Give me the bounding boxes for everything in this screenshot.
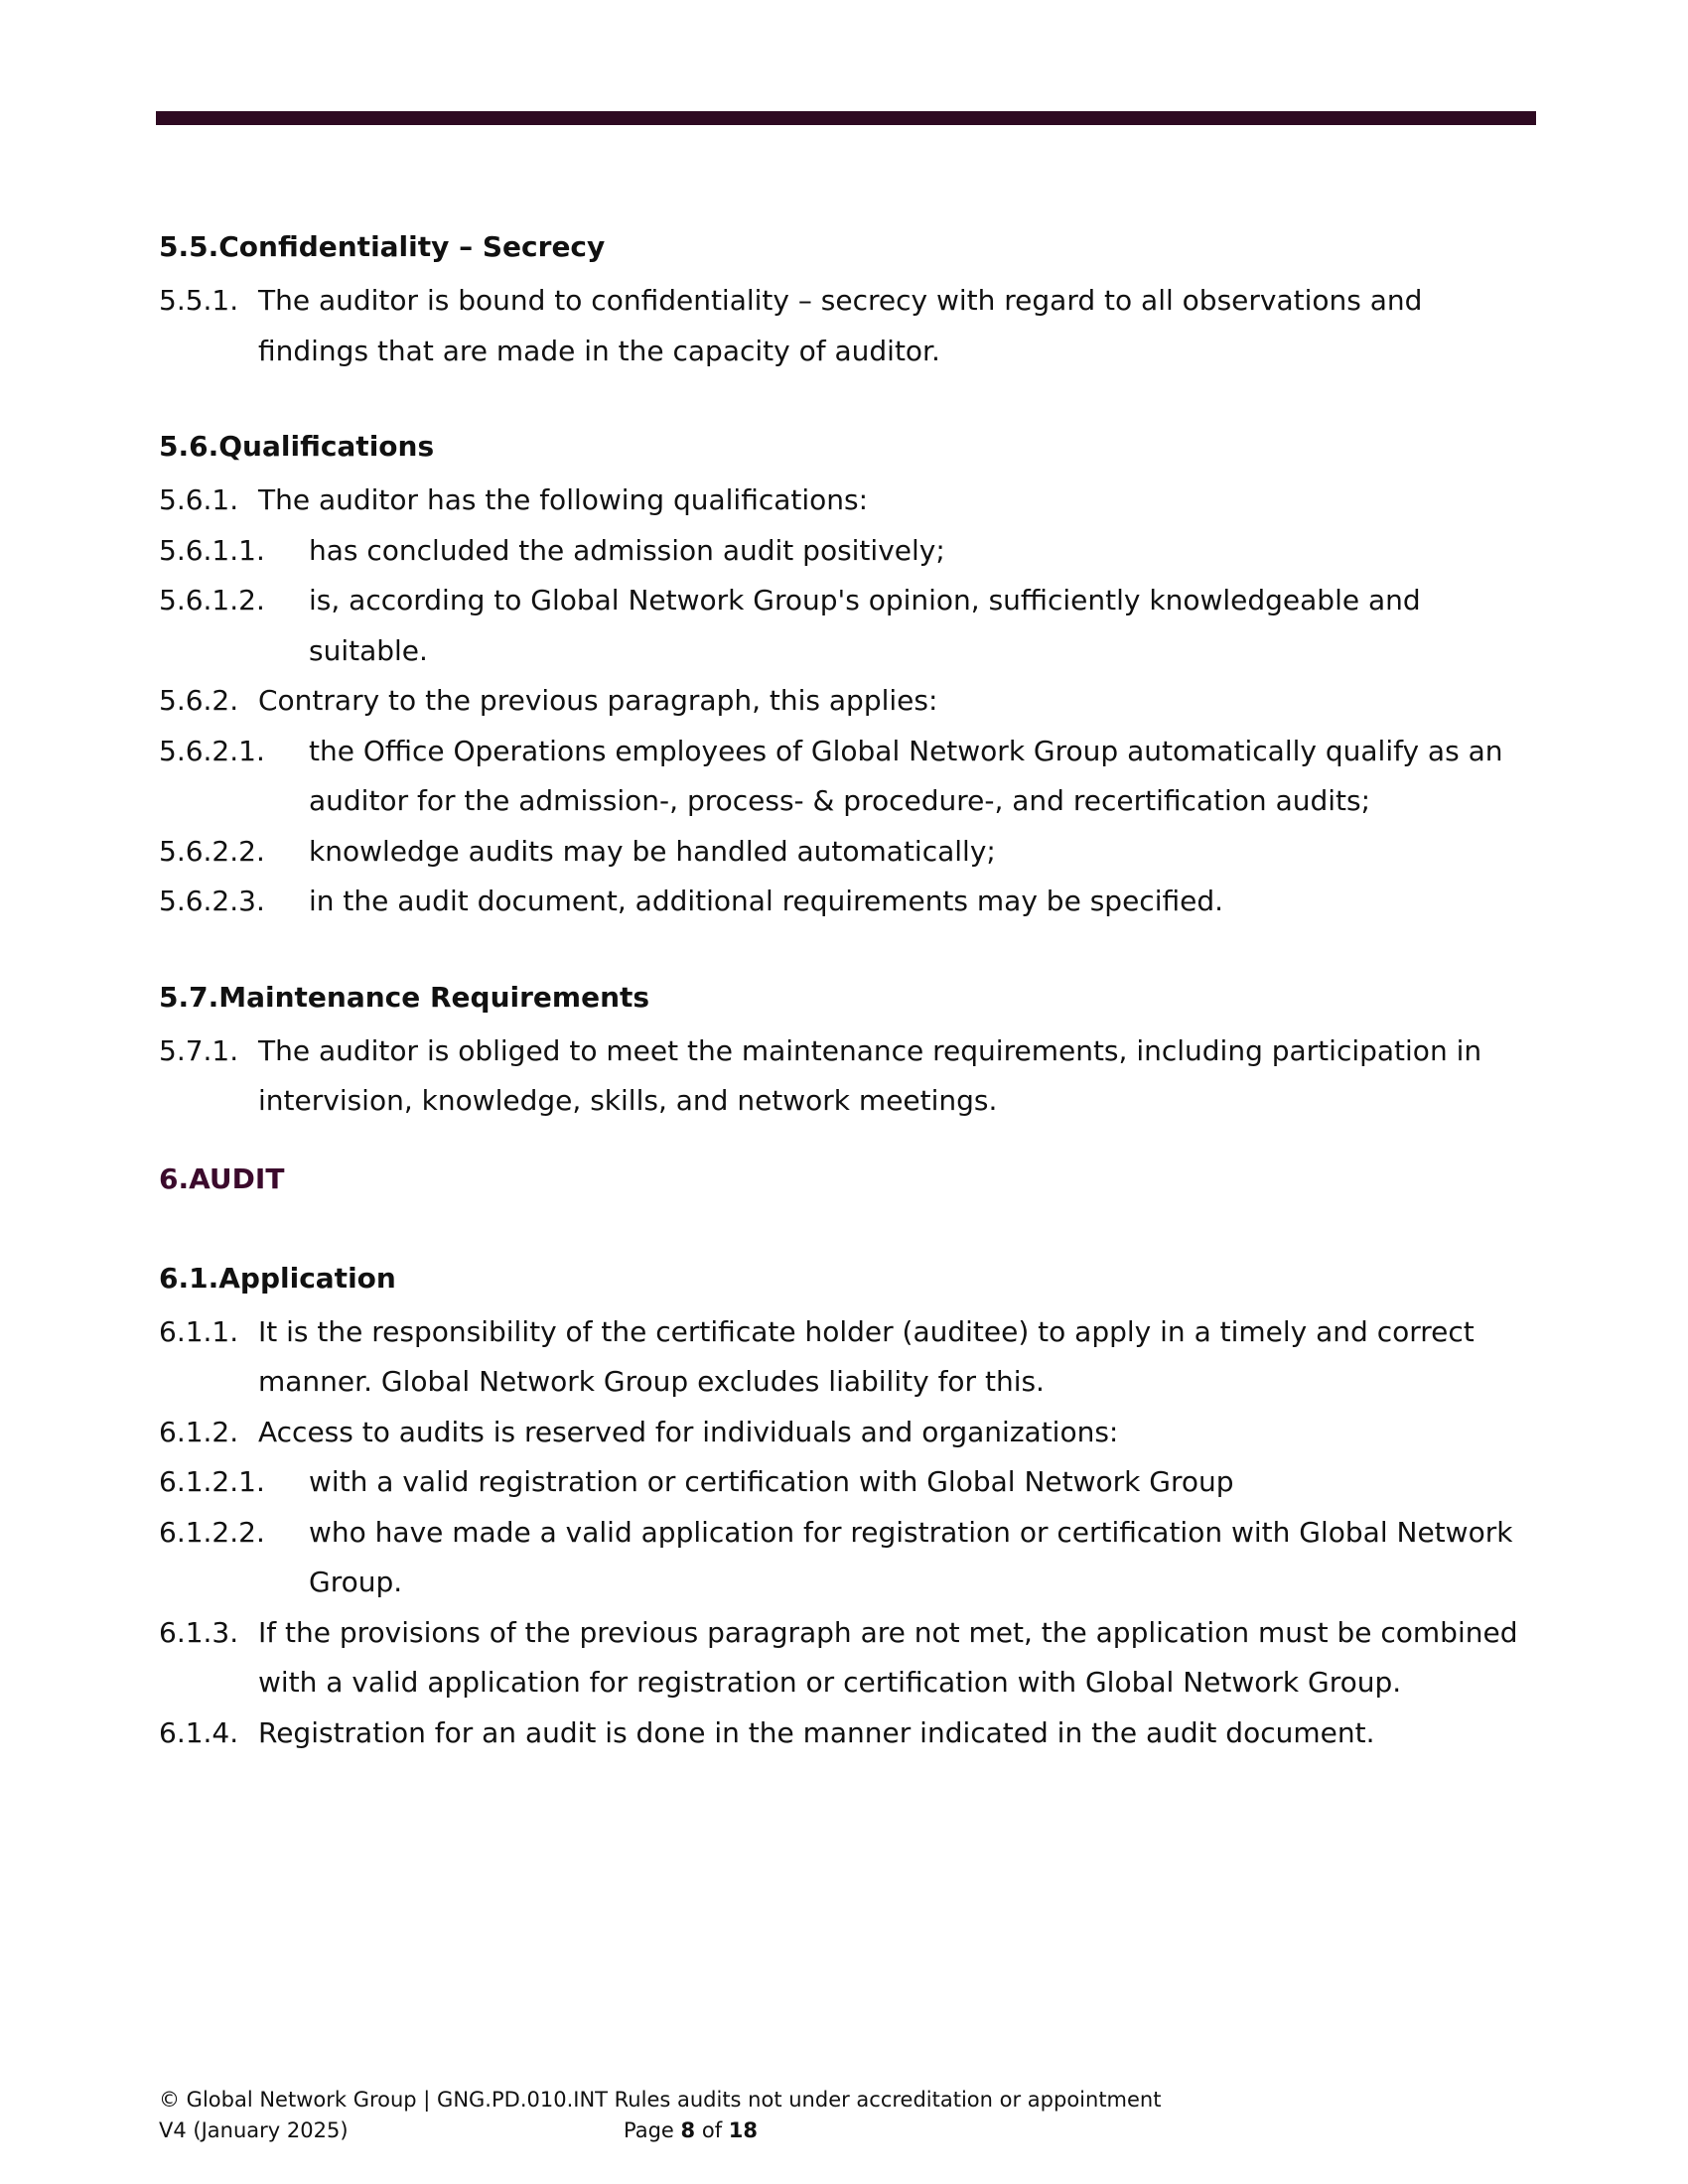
clause-text: with a valid registration or certification with Global Network Group — [309, 1465, 1234, 1498]
clause-text: knowledge audits may be handled automatically; — [309, 834, 996, 868]
clause-number: 5.6.1. — [159, 483, 239, 516]
clause-text: The auditor is obliged to meet the maintenance requirements, including participation in intervision, knowledge, skills, and network meetings. — [258, 1033, 1482, 1117]
document-body — [159, 226, 1539, 1758]
clause-number: 5.6.1.1. — [159, 533, 265, 567]
clause-number: 5.5.1. — [159, 284, 239, 317]
clause-item — [159, 1708, 1539, 1759]
footer-copyright: © Global Network Group | GNG.PD.010.INT Rules audits not under accreditation or appointment — [159, 2088, 1162, 2112]
clause-text: who have made a valid application for registration or certification with Global Network Group. — [309, 1515, 1513, 1598]
clause-text: is, according to Global Network Group's opinion, sufficiently knowledgeable and suitable. — [309, 584, 1421, 667]
clause-number: 6.1.2. — [159, 1415, 239, 1448]
clause-item — [159, 576, 1539, 676]
clause-text: If the provisions of the previous paragraph are not met, the application must be combined with a valid application for registration or certification with Global Network Group. — [258, 1615, 1518, 1699]
section-heading: 5.6.Qualifications — [159, 430, 435, 463]
clause-text: Access to audits is reserved for individuals and organizations: — [258, 1415, 1119, 1448]
sections-5 — [159, 226, 1539, 1127]
clause-text: The auditor is bound to confidentiality – secrecy with regard to all observations and findings that are made in the capacity of auditor. — [258, 284, 1423, 367]
clause-item — [159, 1026, 1539, 1127]
sections-6 — [159, 1258, 1539, 1759]
clause-number: 5.6.2.1. — [159, 734, 265, 767]
clause-item — [159, 676, 1539, 727]
section-heading: 6.1.Application — [159, 1261, 396, 1295]
section-heading: 5.7.Maintenance Requirements — [159, 980, 650, 1014]
clause-text: has concluded the admission audit positively; — [309, 533, 945, 567]
page-footer — [159, 2085, 1539, 2146]
clause-text: Registration for an audit is done in the manner indicated in the audit document. — [258, 1715, 1375, 1749]
clause-item — [159, 1408, 1539, 1458]
page-number: Page 8 of 18 — [624, 2118, 759, 2142]
clause-item — [159, 476, 1539, 526]
clause-item — [159, 877, 1539, 927]
clause-item — [159, 827, 1539, 878]
footer-version: V4 (January 2025) — [159, 2118, 349, 2142]
clause-text: in the audit document, additional requirements may be specified. — [309, 885, 1224, 917]
chapter-heading: 6.AUDIT — [159, 1161, 285, 1195]
clause-number: 6.1.1. — [159, 1314, 239, 1348]
clause-item — [159, 1457, 1539, 1508]
clause-number: 5.6.2. — [159, 684, 239, 717]
clause-number: 6.1.3. — [159, 1615, 239, 1649]
clause-item — [159, 526, 1539, 577]
clause-number: 6.1.2.1. — [159, 1465, 265, 1498]
clause-number: 5.7.1. — [159, 1033, 239, 1067]
clause-text: Contrary to the previous paragraph, this applies: — [258, 684, 938, 717]
clause-number: 5.6.1.2. — [159, 584, 265, 616]
clause-text: The auditor has the following qualifications: — [258, 483, 869, 516]
clause-item — [159, 1307, 1539, 1408]
clause-item — [159, 1608, 1539, 1708]
clause-text: It is the responsibility of the certificate holder (auditee) to apply in a timely and correct manner. Global Network Group excludes liability for this. — [258, 1314, 1475, 1398]
clause-number: 6.1.4. — [159, 1715, 239, 1749]
header-rule — [156, 111, 1536, 125]
clause-item — [159, 1508, 1539, 1608]
clause-item — [159, 727, 1539, 827]
clause-number: 6.1.2.2. — [159, 1515, 265, 1549]
clause-number: 5.6.2.2. — [159, 834, 265, 868]
clause-number: 5.6.2.3. — [159, 885, 265, 917]
clause-text: the Office Operations employees of Global Network Group automatically qualify as an auditor for the admission-, process- & procedure-, and recertification audits; — [309, 734, 1503, 817]
section-heading: 5.5.Confidentiality – Secrecy — [159, 230, 606, 263]
clause-item — [159, 276, 1539, 376]
